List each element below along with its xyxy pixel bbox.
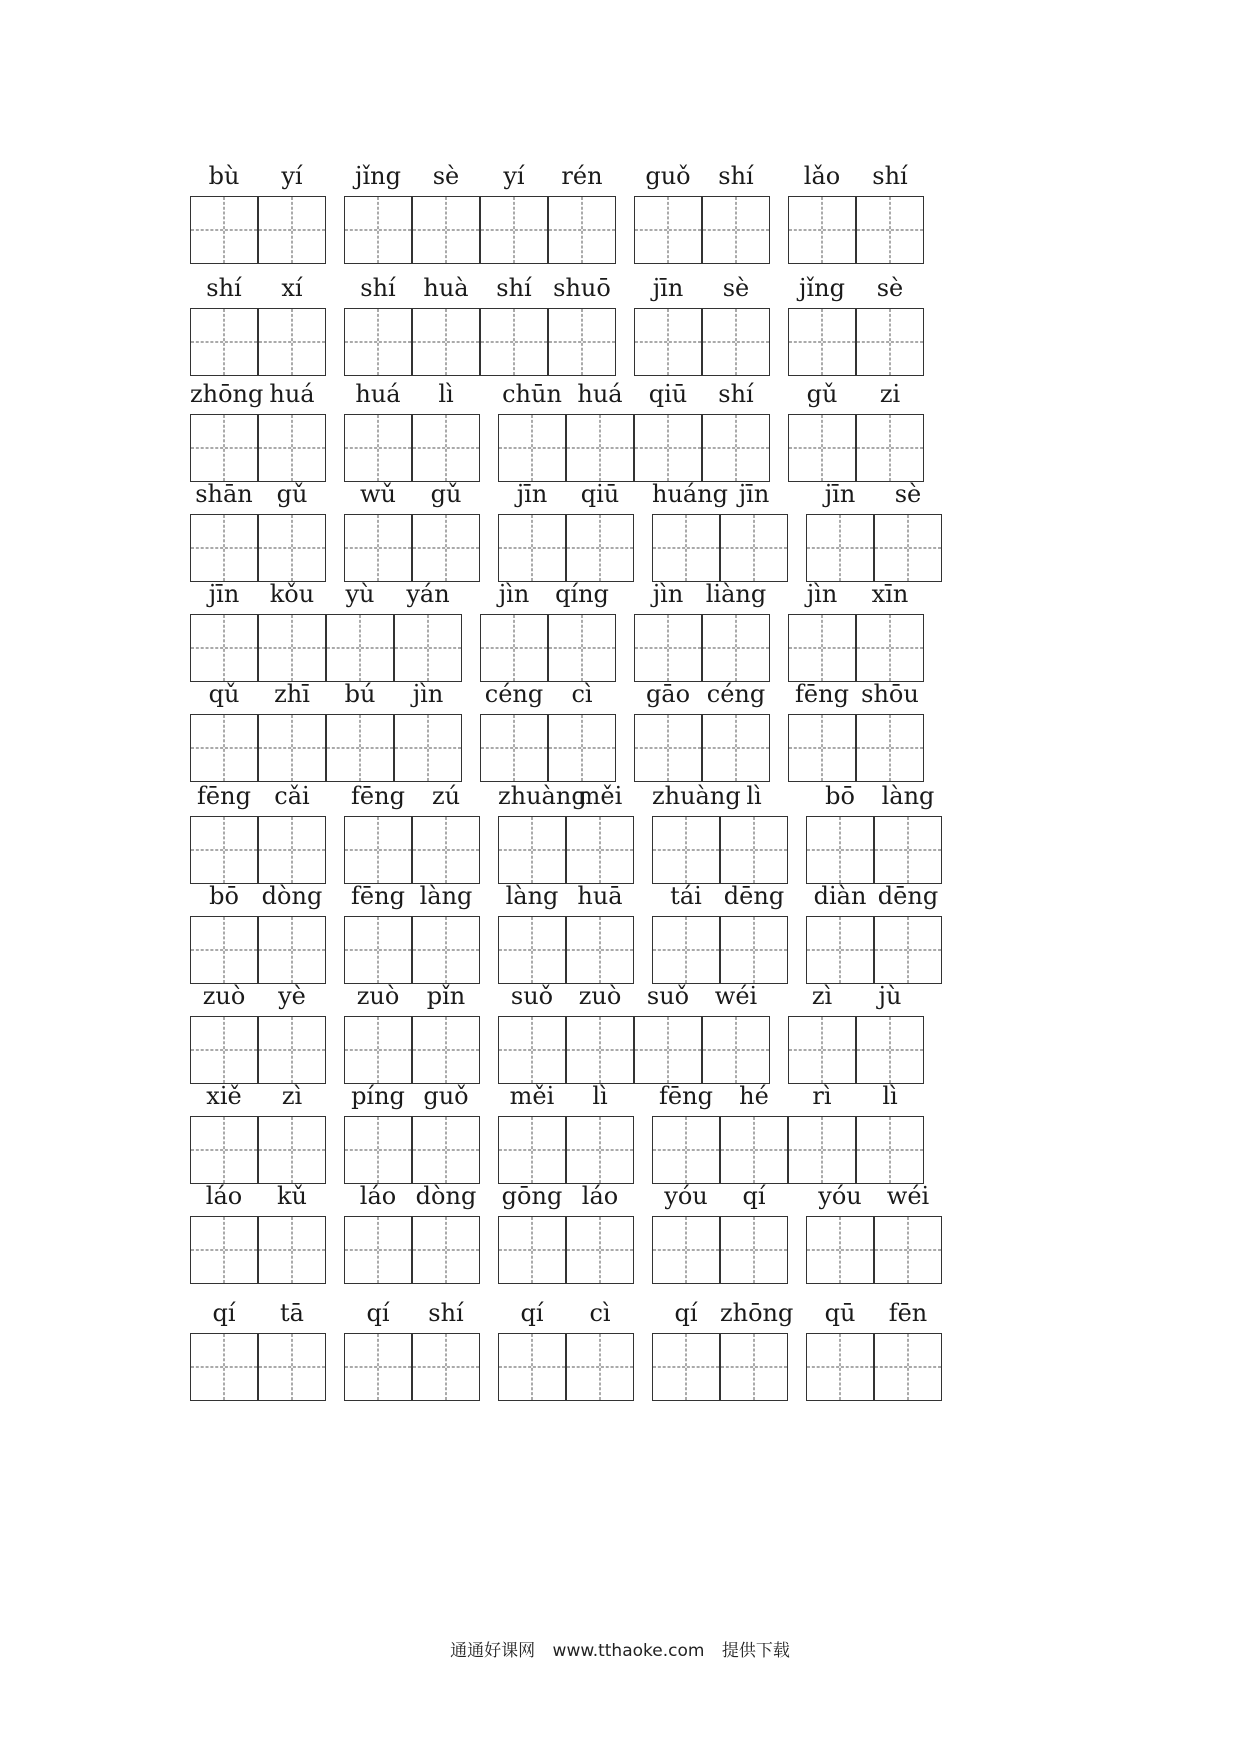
tianzige-box[interactable] <box>344 1216 412 1284</box>
tianzige-box[interactable] <box>566 1333 634 1401</box>
tianzige-box-group <box>344 308 616 376</box>
pinyin-line <box>652 1070 924 1110</box>
pinyin-syllable: jìn <box>412 680 444 708</box>
pinyin-syllable: jìn <box>498 580 530 608</box>
tianzige-box-group <box>190 1333 326 1401</box>
pinyin-line <box>806 870 942 910</box>
pinyin-syllable: fēng <box>795 680 849 708</box>
pinyin-line <box>498 870 634 910</box>
pinyin-line <box>190 368 326 408</box>
pinyin-syllable: zú <box>431 782 461 810</box>
pinyin-syllable: lì <box>882 1082 898 1110</box>
tianzige-box-group <box>652 1216 788 1284</box>
tianzige-box[interactable] <box>566 1216 634 1284</box>
pinyin-syllable: měi <box>509 1082 555 1110</box>
pinyin-line <box>652 870 788 910</box>
pinyin-syllable: céng <box>706 680 766 708</box>
pinyin-line <box>806 468 942 508</box>
pinyin-syllable: làng <box>419 882 473 910</box>
tianzige-box[interactable] <box>190 308 258 376</box>
pinyin-syllable: jǐng <box>799 274 845 302</box>
pinyin-syllable: diàn <box>813 882 867 910</box>
pinyin-syllable: jìn <box>806 580 838 608</box>
pinyin-syllable: jìn <box>652 580 684 608</box>
tianzige-box[interactable] <box>856 308 924 376</box>
pinyin-syllable: yè <box>278 982 306 1010</box>
pinyin-syllable: qí <box>520 1299 544 1327</box>
pinyin-syllable: qíng <box>555 580 609 608</box>
footer-note: 提供下载 <box>721 1641 790 1661</box>
tianzige-box[interactable] <box>720 1333 788 1401</box>
tianzige-box[interactable] <box>344 308 412 376</box>
pinyin-line <box>498 770 634 810</box>
pinyin-syllable: qiū <box>648 380 688 408</box>
pinyin-line <box>652 770 788 810</box>
pinyin-line <box>498 368 770 408</box>
tianzige-box-group <box>190 1216 326 1284</box>
pinyin-line <box>344 770 480 810</box>
pinyin-syllable: láo <box>581 1182 619 1210</box>
pinyin-syllable: dēng <box>877 882 939 910</box>
pinyin-syllable: fēng <box>659 1082 713 1110</box>
pinyin-syllable: gǔ <box>430 480 462 508</box>
pinyin-line <box>652 1170 788 1210</box>
pinyin-line <box>190 770 326 810</box>
pinyin-line <box>190 468 326 508</box>
pinyin-syllable: láo <box>205 1182 243 1210</box>
pinyin-syllable: qiū <box>580 480 620 508</box>
pinyin-syllable: jīn <box>738 480 770 508</box>
pinyin-line <box>652 468 788 508</box>
pinyin-syllable: dēng <box>723 882 785 910</box>
pinyin-syllable: gǔ <box>276 480 308 508</box>
pinyin-line <box>190 150 326 190</box>
pinyin-syllable: huá <box>355 380 401 408</box>
pinyin-syllable: bō <box>825 782 855 810</box>
footer-url[interactable]: www.tthaoke.com <box>552 1641 705 1661</box>
pinyin-syllable: zhuàng <box>652 782 741 810</box>
pinyin-syllable: qí <box>212 1299 236 1327</box>
pinyin-syllable: rén <box>561 162 603 190</box>
pinyin-line <box>806 1170 942 1210</box>
pinyin-line <box>634 262 770 302</box>
pinyin-syllable: dòng <box>415 1182 477 1210</box>
pinyin-line <box>652 1287 794 1327</box>
pinyin-syllable: yóu <box>664 1182 708 1210</box>
tianzige-box[interactable] <box>498 1333 566 1401</box>
pinyin-syllable: yù <box>345 580 375 608</box>
pinyin-syllable: rì <box>812 1082 832 1110</box>
pinyin-syllable: zuò <box>356 982 400 1010</box>
pinyin-line <box>344 1287 480 1327</box>
tianzige-box-group <box>190 308 326 376</box>
pinyin-line <box>480 568 616 608</box>
tianzige-box-group <box>344 1216 480 1284</box>
tianzige-box[interactable] <box>548 196 616 264</box>
pinyin-syllable: láo <box>359 1182 397 1210</box>
pinyin-syllable: lì <box>746 782 762 810</box>
tianzige-box[interactable] <box>634 308 702 376</box>
pinyin-syllable: jǐng <box>355 162 401 190</box>
pinyin-syllable: shí <box>428 1299 464 1327</box>
tianzige-box[interactable] <box>258 1333 326 1401</box>
pinyin-syllable: gāo <box>645 680 691 708</box>
pinyin-line <box>190 1287 326 1327</box>
pinyin-syllable: fēn <box>888 1299 928 1327</box>
pinyin-syllable: yán <box>406 580 450 608</box>
pinyin-line <box>498 1170 634 1210</box>
tianzige-box[interactable] <box>344 1333 412 1401</box>
pinyin-line <box>190 970 326 1010</box>
pinyin-syllable: liàng <box>705 580 767 608</box>
pinyin-syllable: jīn <box>652 274 684 302</box>
pinyin-syllable: zhōng <box>720 1299 794 1327</box>
pinyin-syllable: huá <box>269 380 315 408</box>
pinyin-syllable: qǔ <box>208 680 240 708</box>
tianzige-box-group <box>344 196 616 264</box>
pinyin-syllable: qí <box>366 1299 390 1327</box>
tianzige-box[interactable] <box>412 308 480 376</box>
pinyin-syllable: fēng <box>197 782 251 810</box>
pinyin-syllable: fēng <box>351 782 405 810</box>
pinyin-syllable: tái <box>670 882 702 910</box>
tianzige-box[interactable] <box>258 1216 326 1284</box>
pinyin-syllable: zì <box>281 1082 303 1110</box>
tianzige-box[interactable] <box>652 1333 720 1401</box>
pinyin-syllable: shí <box>718 380 754 408</box>
tianzige-box[interactable] <box>720 1216 788 1284</box>
pinyin-syllable: bù <box>208 162 240 190</box>
tianzige-box[interactable] <box>788 196 856 264</box>
pinyin-syllable: chūn <box>502 380 562 408</box>
pinyin-syllable: gōng <box>501 1182 563 1210</box>
pinyin-syllable: wéi <box>714 982 758 1010</box>
pinyin-syllable: sè <box>876 274 904 302</box>
pinyin-syllable: shí <box>718 162 754 190</box>
pinyin-syllable: hé <box>739 1082 769 1110</box>
tianzige-box[interactable] <box>412 1333 480 1401</box>
tianzige-box[interactable] <box>788 308 856 376</box>
pinyin-syllable: qū <box>824 1299 856 1327</box>
pinyin-line <box>344 870 480 910</box>
tianzige-box-group <box>652 1333 788 1401</box>
tianzige-box[interactable] <box>344 196 412 264</box>
tianzige-box-group <box>788 308 924 376</box>
pinyin-syllable: zuò <box>202 982 246 1010</box>
pinyin-syllable: yí <box>503 162 525 190</box>
footer-site-name: 通通好课网 <box>450 1641 536 1661</box>
pinyin-syllable: yí <box>281 162 303 190</box>
pinyin-line <box>788 262 924 302</box>
pinyin-syllable: jīn <box>824 480 856 508</box>
pinyin-syllable: qí <box>674 1299 698 1327</box>
pinyin-syllable: cì <box>571 680 593 708</box>
pinyin-syllable: gǔ <box>806 380 838 408</box>
pinyin-syllable: shuō <box>553 274 611 302</box>
pinyin-syllable: jīn <box>208 580 240 608</box>
pinyin-line <box>190 1170 326 1210</box>
pinyin-syllable: guǒ <box>423 1082 469 1110</box>
tianzige-box[interactable] <box>480 196 548 264</box>
pinyin-syllable: zhuàng <box>498 782 587 810</box>
pinyin-line <box>190 568 462 608</box>
pinyin-line <box>634 568 770 608</box>
pinyin-syllable: zhōng <box>190 380 264 408</box>
pinyin-line <box>634 150 770 190</box>
pinyin-syllable: jīn <box>516 480 548 508</box>
pinyin-line <box>344 1070 480 1110</box>
tianzige-box[interactable] <box>634 196 702 264</box>
tianzige-box[interactable] <box>874 1333 942 1401</box>
pinyin-syllable: měi <box>577 782 623 810</box>
pinyin-syllable: céng <box>484 680 544 708</box>
pinyin-syllable: huáng <box>652 480 729 508</box>
pinyin-syllable: shí <box>360 274 396 302</box>
pinyin-line <box>498 1070 634 1110</box>
pinyin-syllable: guǒ <box>645 162 691 190</box>
pinyin-syllable: zì <box>811 982 833 1010</box>
pinyin-syllable: pǐn <box>426 982 466 1010</box>
pinyin-line <box>498 1287 634 1327</box>
pinyin-line <box>634 668 770 708</box>
tianzige-box[interactable] <box>702 196 770 264</box>
pinyin-syllable: wǔ <box>360 480 396 508</box>
pinyin-syllable: sè <box>894 480 922 508</box>
pinyin-syllable: lǎo <box>803 162 841 190</box>
pinyin-line <box>190 870 326 910</box>
pinyin-line <box>498 468 634 508</box>
pinyin-line <box>344 468 480 508</box>
tianzige-box[interactable] <box>702 308 770 376</box>
pinyin-line <box>498 970 770 1010</box>
tianzige-box[interactable] <box>258 196 326 264</box>
tianzige-box[interactable] <box>806 1333 874 1401</box>
pinyin-syllable: shān <box>195 480 253 508</box>
pinyin-syllable: zuò <box>578 982 622 1010</box>
pinyin-syllable: píng <box>351 1082 405 1110</box>
pinyin-line <box>806 770 942 810</box>
pinyin-syllable: shí <box>496 274 532 302</box>
pinyin-line <box>788 150 924 190</box>
tianzige-box[interactable] <box>548 308 616 376</box>
pinyin-syllable: jù <box>878 982 902 1010</box>
pinyin-syllable: kǔ <box>277 1182 307 1210</box>
tianzige-box-group <box>634 196 770 264</box>
pinyin-syllable: xiě <box>206 1082 242 1110</box>
tianzige-box[interactable] <box>874 1216 942 1284</box>
tianzige-box-group <box>806 1216 942 1284</box>
pinyin-syllable: suǒ <box>510 982 554 1010</box>
pinyin-line <box>344 1170 480 1210</box>
pinyin-line <box>190 1070 326 1110</box>
pinyin-line <box>344 368 480 408</box>
pinyin-syllable: zi <box>879 380 901 408</box>
pinyin-syllable: lì <box>592 1082 608 1110</box>
tianzige-box-group <box>498 1333 634 1401</box>
pinyin-syllable: bō <box>209 882 239 910</box>
pinyin-line <box>788 668 924 708</box>
pinyin-syllable: cǎi <box>274 782 310 810</box>
pinyin-syllable: làng <box>505 882 559 910</box>
pinyin-syllable: suǒ <box>646 982 690 1010</box>
tianzige-box[interactable] <box>806 1216 874 1284</box>
pinyin-line <box>788 368 924 408</box>
pinyin-syllable: lì <box>438 380 454 408</box>
pinyin-syllable: sè <box>432 162 460 190</box>
pinyin-line <box>806 1287 942 1327</box>
pinyin-syllable: kǒu <box>269 580 315 608</box>
pinyin-line <box>480 668 616 708</box>
tianzige-box[interactable] <box>258 308 326 376</box>
pinyin-syllable: shí <box>872 162 908 190</box>
pinyin-syllable: shōu <box>861 680 919 708</box>
tianzige-box-group <box>498 1216 634 1284</box>
pinyin-line <box>788 568 924 608</box>
tianzige-box-group <box>190 196 326 264</box>
tianzige-box-group <box>788 196 924 264</box>
pinyin-line <box>344 150 616 190</box>
pinyin-line <box>190 262 326 302</box>
tianzige-box-group <box>344 1333 480 1401</box>
tianzige-box[interactable] <box>190 196 258 264</box>
footer <box>0 1636 1240 1661</box>
pinyin-line <box>344 970 480 1010</box>
pinyin-syllable: wéi <box>886 1182 930 1210</box>
tianzige-box[interactable] <box>498 1216 566 1284</box>
pinyin-syllable: dòng <box>261 882 323 910</box>
pinyin-syllable: huà <box>423 274 469 302</box>
tianzige-box-group <box>806 1333 942 1401</box>
pinyin-syllable: xīn <box>871 580 909 608</box>
tianzige-box[interactable] <box>190 1216 258 1284</box>
pinyin-syllable: qí <box>742 1182 766 1210</box>
tianzige-box[interactable] <box>856 196 924 264</box>
tianzige-box[interactable] <box>480 308 548 376</box>
pinyin-syllable: cì <box>589 1299 611 1327</box>
tianzige-box[interactable] <box>190 1333 258 1401</box>
pinyin-syllable: huá <box>577 380 623 408</box>
pinyin-syllable: bú <box>344 680 376 708</box>
pinyin-syllable: xí <box>281 274 303 302</box>
pinyin-line <box>190 668 462 708</box>
tianzige-box[interactable] <box>412 1216 480 1284</box>
pinyin-syllable: sè <box>722 274 750 302</box>
pinyin-syllable: tā <box>280 1299 304 1327</box>
pinyin-line <box>788 970 924 1010</box>
pinyin-syllable: shí <box>206 274 242 302</box>
pinyin-line <box>344 262 616 302</box>
pinyin-syllable: zhī <box>274 680 310 708</box>
tianzige-box[interactable] <box>652 1216 720 1284</box>
pinyin-syllable: fēng <box>351 882 405 910</box>
pinyin-syllable: làng <box>881 782 935 810</box>
tianzige-box-group <box>634 308 770 376</box>
tianzige-box[interactable] <box>412 196 480 264</box>
pinyin-syllable: huā <box>577 882 623 910</box>
pinyin-syllable: yóu <box>818 1182 862 1210</box>
